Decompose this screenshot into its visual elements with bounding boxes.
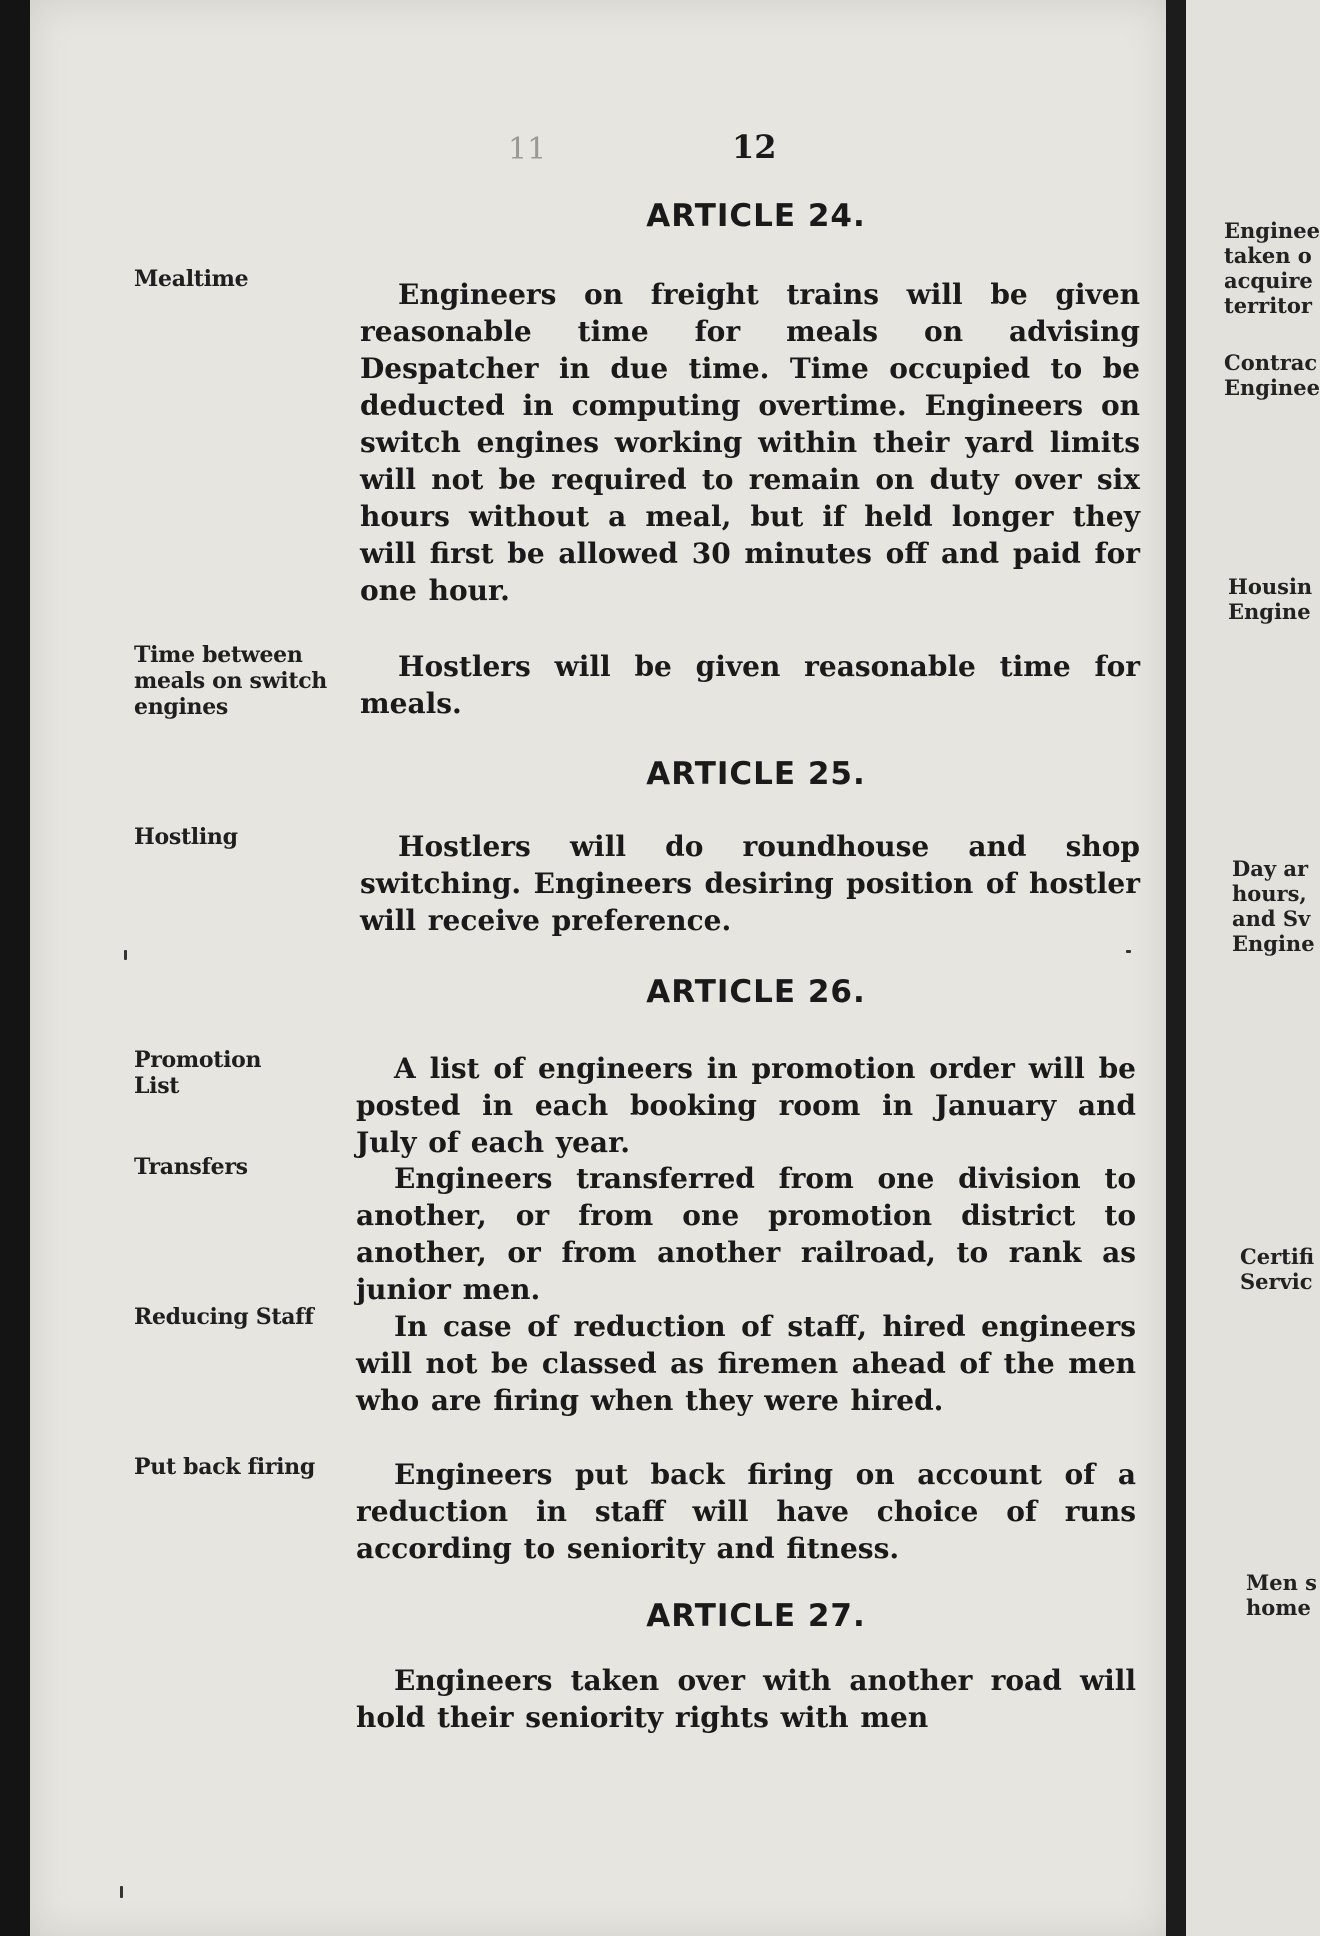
page-number: 12 bbox=[732, 128, 777, 166]
article-paragraph: Hostlers will do roundhouse and shop switching. Engineers desiring position of hostler will receive preference. bbox=[360, 830, 1140, 937]
article-paragraph: Engineers transferred from one division to another, or from one promotion district to another, or from another railroad, to rank as junior men. bbox=[356, 1162, 1136, 1306]
next-page-label: Enginee bbox=[1224, 375, 1320, 400]
side-label-mealtime: Mealtime bbox=[134, 266, 249, 292]
next-page-label: Contrac bbox=[1224, 350, 1318, 375]
next-page-label: Enginee bbox=[1224, 218, 1320, 243]
next-page-label: Engine bbox=[1228, 599, 1311, 624]
next-page-label: Day ar bbox=[1232, 856, 1309, 881]
next-page-label: hours, bbox=[1232, 881, 1307, 906]
bleed-through-page-number: 11 bbox=[508, 132, 547, 167]
next-page-label: acquire bbox=[1224, 268, 1313, 293]
article-heading: ARTICLE 27. bbox=[646, 1598, 866, 1634]
article-paragraph: In case of reduction of staff, hired engineers will not be classed as firemen ahead of the men who are firing when they were hired. bbox=[356, 1310, 1136, 1417]
side-label-promotion-list: Promotion List bbox=[134, 1047, 262, 1099]
article-heading: ARTICLE 24. bbox=[646, 198, 866, 234]
adjacent-page-edge bbox=[1186, 0, 1320, 1936]
side-label-time-between-meals: Time between meals on switch engines bbox=[134, 642, 327, 720]
article-paragraph: Engineers put back firing on account of a reduction in staff will have choice of runs according to seniority and fitness. bbox=[356, 1458, 1136, 1565]
book-gutter bbox=[1166, 0, 1186, 1936]
next-page-label: taken o bbox=[1224, 243, 1312, 268]
side-label-transfers: Transfers bbox=[134, 1154, 248, 1180]
next-page-label: Certifi bbox=[1240, 1244, 1315, 1269]
side-label-hostling: Hostling bbox=[134, 824, 238, 850]
article-paragraph: Engineers taken over with another road will hold their seniority rights with men bbox=[356, 1664, 1136, 1734]
next-page-label: Servic bbox=[1240, 1269, 1313, 1294]
article-heading: ARTICLE 25. bbox=[646, 756, 866, 792]
print-speck bbox=[1126, 950, 1131, 953]
next-page-label: Engine bbox=[1232, 931, 1315, 956]
next-page-label: home bbox=[1246, 1595, 1311, 1620]
print-speck bbox=[120, 1886, 123, 1898]
side-label-reducing-staff: Reducing Staff bbox=[134, 1304, 314, 1330]
article-paragraph: Engineers on freight trains will be given reasonable time for meals on advising Despatcher in due time. Time occupied to be deducted in computing overtime. Engineers on switch engines working within their yard limits will not be required to remain on duty over six hours without a meal, but if held longer they will first be allowed 30 minutes off and paid for one hour. bbox=[360, 278, 1140, 607]
next-page-label: territor bbox=[1224, 293, 1312, 318]
next-page-label: Men s bbox=[1246, 1570, 1318, 1595]
article-heading: ARTICLE 26. bbox=[646, 974, 866, 1010]
next-page-label: and Sv bbox=[1232, 906, 1311, 931]
next-page-label: Housin bbox=[1228, 574, 1313, 599]
side-label-put-back-firing: Put back firing bbox=[134, 1454, 315, 1480]
book-page bbox=[30, 0, 1166, 1936]
print-speck bbox=[124, 950, 127, 960]
article-paragraph: Hostlers will be given reasonable time for meals. bbox=[360, 650, 1140, 720]
article-paragraph: A list of engineers in promotion order will be posted in each booking room in January and July of each year. bbox=[356, 1052, 1136, 1159]
